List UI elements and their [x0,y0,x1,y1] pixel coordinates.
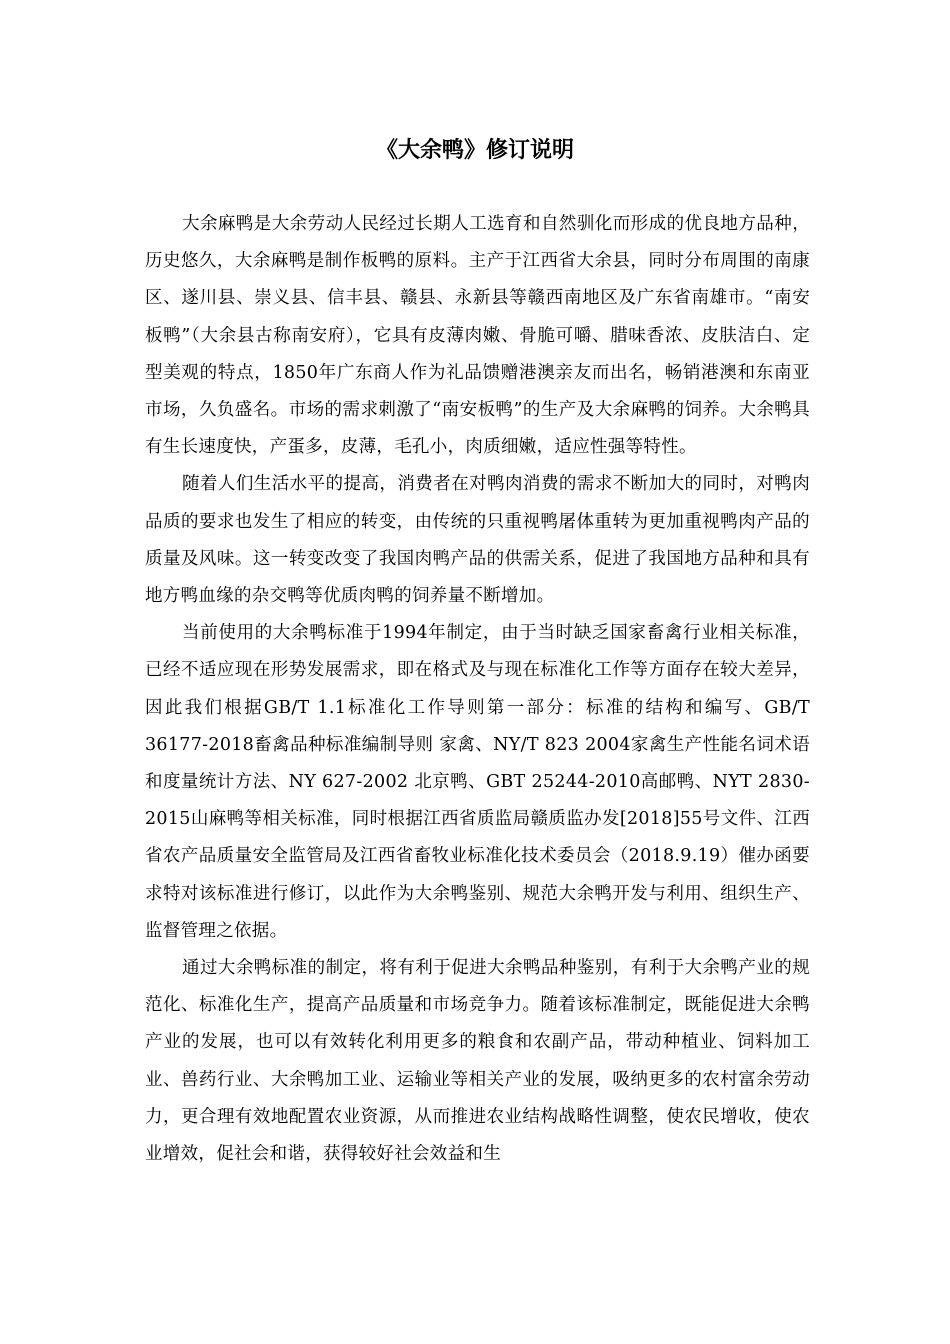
document-body [145,206,810,1173]
document-title: 《大余鸭》修订说明 [375,138,574,163]
paragraph-consumer-demand: 随着人们生活水平的提高，消费者在对鸭肉消费的需求不断加大的同时，对鸭肉品质的要求也发生了相应的转变，由传统的只重视鸭屠体重转为更加重视鸭肉产品的质量及风味。这一转变改变了我国肉鸭产品的供需关系，促进了我国地方品种和具有地方鸭血缘的杂交鸭等优质肉鸭的饲养量不断增加。 [145,474,810,607]
paragraph-origin: 大余麻鸭是大余劳动人民经过长期人工选育和自然驯化而形成的优良地方品种，历史悠久，大余麻鸭是制作板鸭的原料。主产于江西省大余县，同时分布周围的南康区、遂川县、崇义县、信丰县、赣县、永新县等赣西南地区及广东省南雄市。“南安板鸭”（大余县古称南安府），它具有皮薄肉嫩、骨脆可嚼、腊味香浓、皮肤洁白、定型美观的特点，1850年广东商人作为礼品馈赠港澳亲友而出名，畅销港澳和东南亚市场，久负盛名。市场的需求刺激了“南安板鸭”的生产及大余麻鸭的饲养。大余鸭具有生长速度快，产蛋多，皮薄，毛孔小，肉质细嫩，适应性强等特性。 [145,214,810,458]
paragraph-revision-basis: 当前使用的大余鸭标准于1994年制定，由于当时缺乏国家畜禽行业相关标准，已经不适应现在形势发展需求，即在格式及与现在标准化工作等方面存在较大差异，因此我们根据GB/T 1.1标准化工作导则第一部分：标准的结构和编写、GB/T 36177-2018畜禽品种标准编制导则 家禽、NY/T 823 2004家禽生产性能名词术语和度量统计方法、NY 627-2002 北京鸭、GBT 25244-2010高邮鸭、NYT 2830-2015山麻鸭等相关标准，同时根据江西省质监局赣质监办发[2018]55号文件、江西省农产品质量安全监管局及江西省畜牧业标准化技术委员会（2018.9.19）催办函要求特对该标准进行修订，以此作为大余鸭鉴别、规范大余鸭开发与利用、组织生产、监督管理之依据。 [145,623,810,941]
paragraph-benefits: 通过大余鸭标准的制定，将有利于促进大余鸭品种鉴别，有利于大余鸭产业的规范化、标准化生产，提高产品质量和市场竞争力。随着该标准制定，既能促进大余鸭产业的发展，也可以有效转化利用更多的粮食和农副产品，带动种植业、饲料加工业、兽药行业、大余鸭加工业、运输业等相关产业的发展，吸纳更多的农村富余劳动力，更合理有效地配置农业资源，从而推进农业结构战略性调整，使农民增收，使农业增效，促社会和谐，获得较好社会效益和生 [145,958,810,1165]
